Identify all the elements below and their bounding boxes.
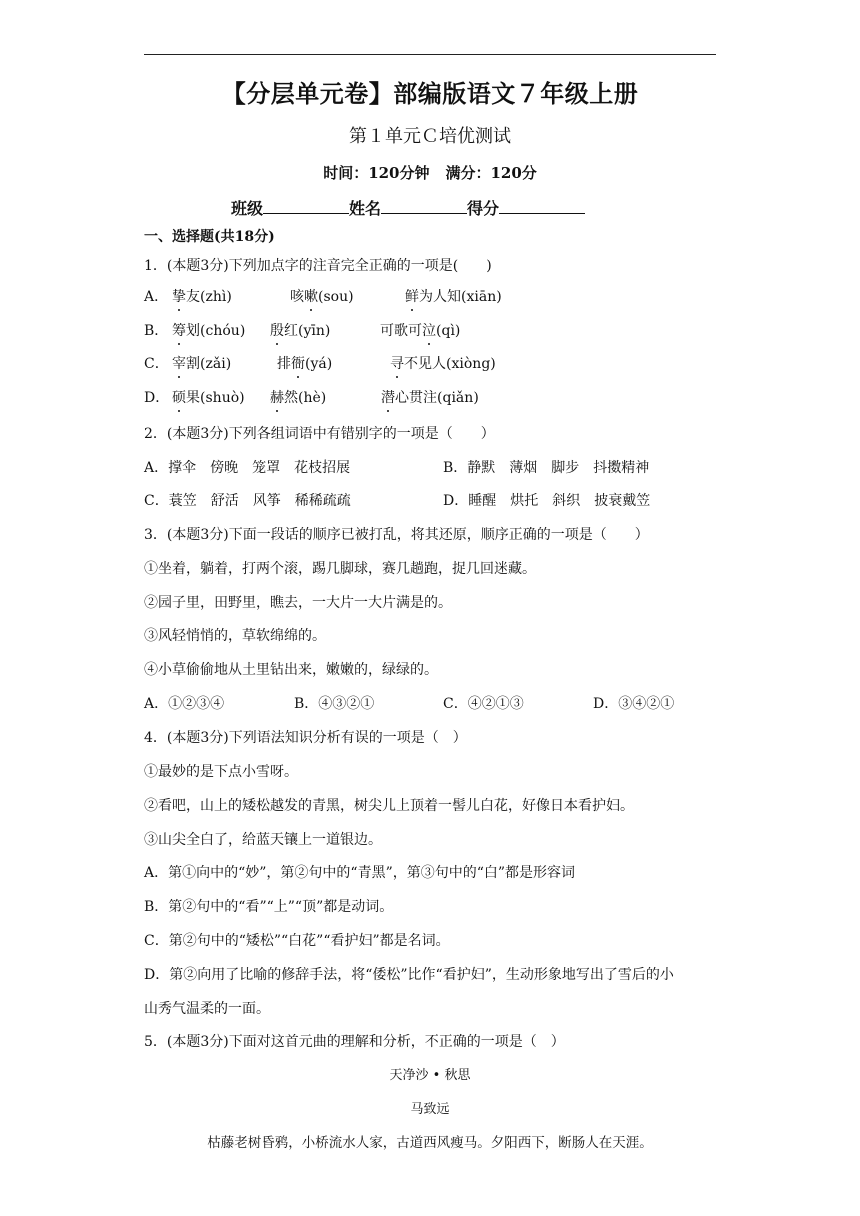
emphasis-dot-char: 寻 xyxy=(390,353,404,373)
q1-option-d-item3: 潜心贯注(qiǎn) xyxy=(381,387,479,407)
q1-option-c-item3: 寻不见人(xiòng) xyxy=(390,353,496,373)
question-3-stem: 3．(本题3分)下面一段话的顺序已被打乱，将其还原，顺序正确的一项是（ ） xyxy=(144,527,649,543)
emphasis-dot-char: 殷 xyxy=(270,320,284,340)
emphasis-dot-char: 宰 xyxy=(172,353,186,373)
emphasis-dot-char: 潜 xyxy=(381,387,395,407)
q4-option-d-line2: 山秀气温柔的一面。 xyxy=(144,1001,270,1017)
emphasis-dot-char: 鲜 xyxy=(405,286,419,306)
question-4-stem: 4．(本题3分)下列语法知识分析有误的一项是（ ） xyxy=(144,730,467,746)
name-blank[interactable] xyxy=(381,199,467,214)
q4-sentence-1: ①最妙的是下点小雪呀。 xyxy=(144,764,298,780)
page-title: 【分层单元卷】部编版语文７年级上册 xyxy=(221,80,639,108)
class-label: 班级 xyxy=(231,199,264,218)
q2-option-c: C．蓑笠 舒活 风筝 稀稀疏疏 xyxy=(144,493,351,509)
header-rule xyxy=(144,54,716,55)
q3-option-b: B．④③②① xyxy=(294,696,375,712)
q1-option-a-key: A． xyxy=(144,289,169,305)
page-subtitle: 第１单元Ｃ培优测试 xyxy=(349,126,511,147)
q3-sentence-3: ③风轻悄悄的，草软绵绵的。 xyxy=(144,628,326,644)
emphasis-dot-char: 挚 xyxy=(172,286,186,306)
q1-option-d-item2: 赫然(hè) xyxy=(270,387,326,407)
q1-option-a-item2: 咳嗽(sou) xyxy=(290,286,354,306)
q4-option-b: B．第②句中的“看”“上”“顶”都是动词。 xyxy=(144,899,394,915)
score-blank[interactable] xyxy=(499,199,585,214)
emphasis-dot-char: 泣 xyxy=(422,320,436,340)
exam-full-score: 满分：120分 xyxy=(445,164,537,182)
emphasis-dot-char: 嗽 xyxy=(304,286,318,306)
q1-option-a-item1: 挚友(zhì) xyxy=(172,286,232,306)
q3-option-c: C．④②①③ xyxy=(443,696,524,712)
exam-time-score xyxy=(0,162,860,183)
q1-option-b-item1: 筹划(chóu) xyxy=(172,320,245,340)
exam-time: 时间：120分钟 xyxy=(323,164,430,182)
q3-sentence-4: ④小草偷偷地从土里钻出来，嫩嫩的，绿绿的。 xyxy=(144,662,438,678)
q4-option-c: C．第②句中的“矮松”“白花”“看护妇”都是名词。 xyxy=(144,933,450,949)
q2-option-b: B．静默 薄烟 脚步 抖擞精神 xyxy=(443,460,650,476)
section-heading: 一、选择题(共18分) xyxy=(144,229,275,245)
q3-option-a: A．①②③④ xyxy=(144,696,225,712)
q1-option-a-item3: 鲜为人知(xiān) xyxy=(405,286,502,306)
class-blank[interactable] xyxy=(263,199,349,214)
q1-option-c-key: C． xyxy=(144,356,169,372)
emphasis-dot-char: 硕 xyxy=(172,387,186,407)
question-5-stem: 5．(本题3分)下面对这首元曲的理解和分析，不正确的一项是（ ） xyxy=(144,1034,565,1050)
q1-option-c-item2: 排衙(yá) xyxy=(277,353,332,373)
q4-option-d-line1: D．第②向用了比喻的修辞手法，将“倭松”比作“看护妇”，生动形象地写出了雪后的小 xyxy=(144,967,674,983)
q2-option-d: D．睡醒 烘托 斜织 披衰戴笠 xyxy=(443,493,651,509)
q1-option-b-item2: 殷红(yīn) xyxy=(270,320,330,340)
q1-option-b-key: B． xyxy=(144,323,169,339)
emphasis-dot-char: 衙 xyxy=(291,353,305,373)
question-1-stem: 1．(本题3分)下列加点字的注音完全正确的一项是( ) xyxy=(144,258,492,274)
name-label: 姓名 xyxy=(349,199,382,218)
student-info-line xyxy=(231,196,585,219)
score-label: 得分 xyxy=(467,199,500,218)
q3-sentence-1: ①坐着，躺着，打两个滚，踢几脚球，赛几趟跑，捉几回迷藏。 xyxy=(144,561,536,577)
q1-option-b-item3: 可歌可泣(qì) xyxy=(380,320,460,340)
q1-option-d-key: D． xyxy=(144,390,170,406)
poem-author: 马致远 xyxy=(410,1102,450,1117)
question-2-stem: 2．(本题3分)下列各组词语中有错别字的一项是（ ） xyxy=(144,426,495,442)
q1-option-d-item1: 硕果(shuò) xyxy=(172,387,245,407)
q3-option-d: D．③④②① xyxy=(593,696,675,712)
q4-sentence-3: ③山尖全白了，给蓝天镶上一道银边。 xyxy=(144,832,382,848)
q4-sentence-2: ②看吧，山上的矮松越发的青黑，树尖儿上顶着一髻儿白花，好像日本看护妇。 xyxy=(144,798,634,814)
poem-title: 天净沙 • 秋思 xyxy=(389,1068,471,1083)
q4-option-a: A．第①向中的“妙”，第②句中的“青黑”，第③句中的“白”都是形容词 xyxy=(144,865,576,881)
poem-body: 枯藤老树昏鸦，小桥流水人家，古道西风瘦马。夕阳西下，断肠人在天涯。 xyxy=(207,1135,653,1151)
q2-option-a: A．撑伞 傍晚 笼罩 花枝招展 xyxy=(144,460,351,476)
emphasis-dot-char: 筹 xyxy=(172,320,186,340)
q3-sentence-2: ②园子里，田野里，瞧去，一大片一大片满是的。 xyxy=(144,595,452,611)
emphasis-dot-char: 赫 xyxy=(270,387,284,407)
q1-option-c-item1: 宰割(zǎi) xyxy=(172,353,231,373)
